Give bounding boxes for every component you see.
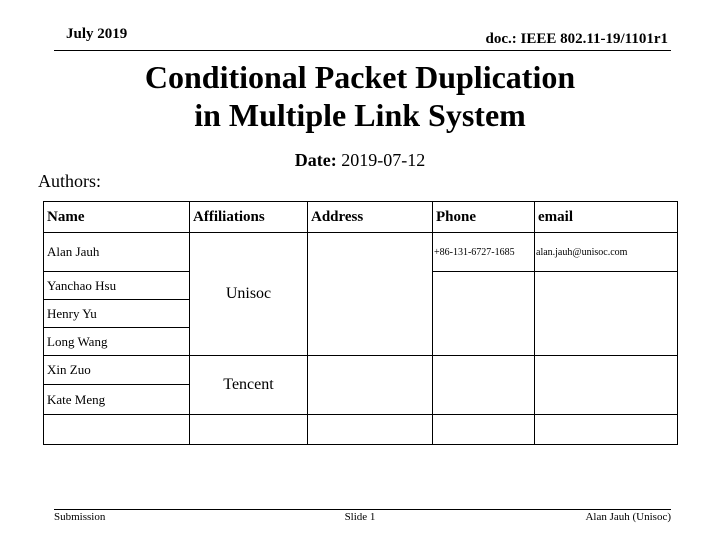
author-name: Long Wang (44, 328, 190, 356)
authors-label: Authors: (38, 171, 101, 191)
table-row (44, 233, 678, 272)
author-name: Alan Jauh (44, 233, 190, 272)
title-line-2: in Multiple Link System (194, 97, 526, 133)
header-phone: Phone (433, 202, 535, 233)
authors-table (43, 201, 678, 445)
empty-cell (433, 415, 535, 445)
header-email: email (535, 202, 678, 233)
header-affiliations: Affiliations (190, 202, 308, 233)
affiliation-cell: Unisoc (190, 233, 308, 356)
title-line-1: Conditional Packet Duplication (144, 59, 576, 95)
author-name: Yanchao Hsu (44, 272, 190, 300)
date-label: Date: (294, 150, 337, 170)
address-cell (308, 233, 433, 356)
author-name: Xin Zuo (44, 356, 190, 385)
footer-slide-number: Slide 1 (344, 511, 376, 523)
empty-cell (44, 415, 190, 445)
slide-title (0, 58, 720, 134)
table-header-row (44, 202, 678, 233)
address-cell (308, 356, 433, 415)
author-name: Kate Meng (44, 385, 190, 415)
empty-cell (535, 415, 678, 445)
email-cell (535, 272, 678, 356)
affiliation-cell: Tencent (190, 356, 308, 415)
date-value: 2019-07-12 (341, 150, 426, 170)
email-cell: alan.jauh@unisoc.com (535, 233, 678, 272)
phone-cell (433, 356, 535, 415)
phone-cell (433, 272, 535, 356)
header-address: Address (308, 202, 433, 233)
phone-cell: +86-131-6727-1685 (433, 233, 535, 272)
email-cell (535, 356, 678, 415)
header-name: Name (44, 202, 190, 233)
author-name: Henry Yu (44, 300, 190, 328)
empty-cell (190, 415, 308, 445)
header-divider (54, 50, 671, 51)
table-row (44, 356, 678, 385)
header-date: July 2019 (66, 26, 128, 42)
footer-author: Alan Jauh (Unisoc) (585, 511, 671, 523)
footer-divider (54, 509, 671, 510)
empty-cell (308, 415, 433, 445)
header-doc-id: doc.: IEEE 802.11-19/1101r1 (485, 31, 668, 47)
footer-submission: Submission (54, 511, 106, 523)
date-line (0, 150, 720, 171)
table-row (44, 415, 678, 445)
